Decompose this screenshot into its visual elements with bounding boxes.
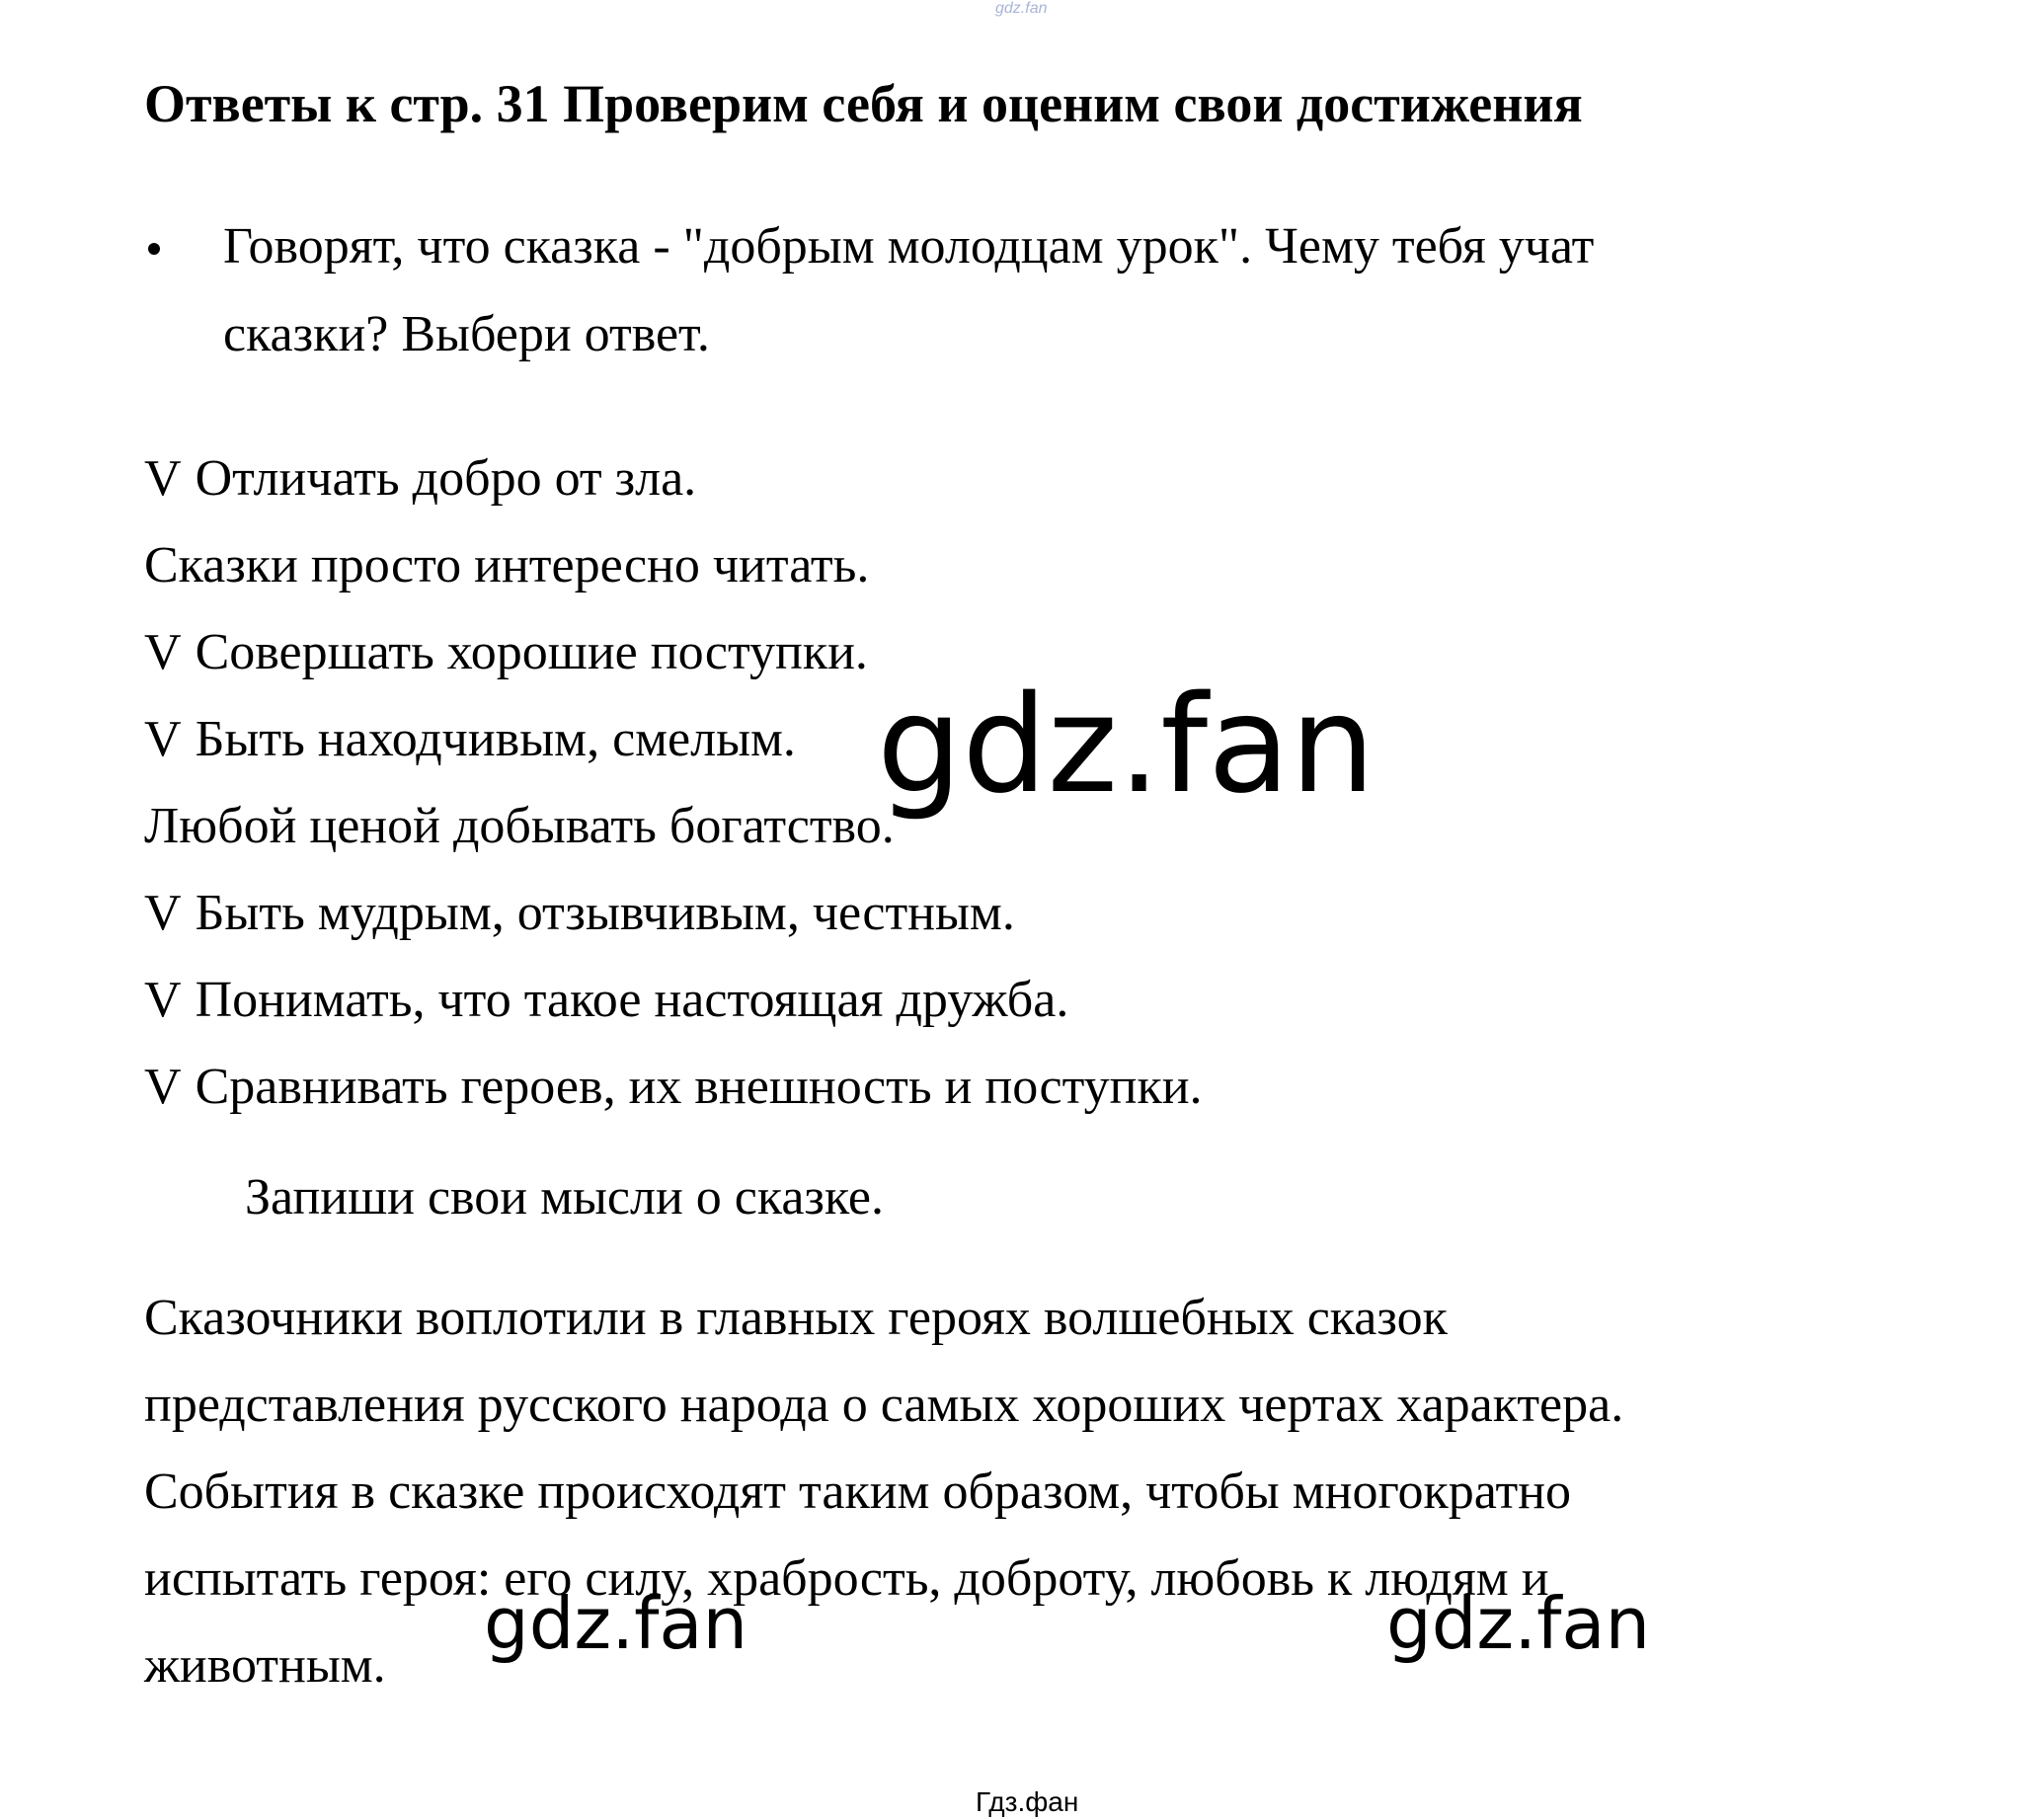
question-line: Говорят, что сказка - "добрым молодцам урок". Чему тебя учат [223, 218, 1595, 275]
check-mark: V [144, 711, 182, 767]
answer-option [144, 533, 869, 598]
option-text: Сказки просто интересно читать. [144, 537, 870, 593]
option-text: Понимать, что такое настоящая дружба. [195, 972, 1069, 1028]
answer-option [144, 794, 895, 859]
check-mark: V [144, 972, 182, 1028]
option-text: Отличать добро от зла. [195, 450, 697, 507]
question-line: сказки? Выбери ответ. [223, 306, 710, 362]
check-mark: V [144, 450, 182, 507]
answer-option [144, 446, 696, 512]
page-title: Ответы к стр. 31 Проверим себя и оценим свои достижения [144, 74, 1583, 133]
option-text: Совершать хорошие поступки. [195, 624, 868, 680]
watermark-bottom-right: gdz.fan [1386, 1582, 1651, 1665]
answer-option [144, 620, 868, 685]
option-text: Любой ценой добывать богатство. [144, 798, 895, 854]
answer-line: животным. [144, 1637, 386, 1694]
check-mark: V [144, 624, 182, 680]
watermark-top: gdz.fan [995, 0, 1048, 17]
answer-line: представления русского народа о самых хороших чертах характера. [144, 1377, 1624, 1433]
answer-option [144, 707, 796, 772]
watermark-bottom-left: gdz.fan [484, 1582, 748, 1665]
watermark-big: gdz.fan [877, 668, 1376, 824]
option-text: Быть мудрым, отзывчивым, честным. [195, 885, 1015, 941]
answer-line: Сказочники воплотили в главных героях волшебных сказок [144, 1290, 1448, 1346]
answer-option [144, 968, 1068, 1033]
answer-line: испытать героя: его силу, храбрость, доброту, любовь к людям и [144, 1550, 1549, 1607]
option-text: Сравнивать героев, их внешность и поступки. [195, 1059, 1203, 1115]
answer-option [144, 1055, 1203, 1120]
bullet-icon [148, 243, 160, 255]
answer-option [144, 881, 1015, 946]
option-text: Быть находчивым, смелым. [195, 711, 796, 767]
check-mark: V [144, 1059, 182, 1115]
answer-line: События в сказке происходят таким образом, чтобы многократно [144, 1463, 1572, 1520]
write-prompt: Запиши свои мысли о сказке. [245, 1169, 885, 1226]
check-mark: V [144, 885, 182, 941]
footer-text: Гдз.фан [976, 1786, 1079, 1817]
